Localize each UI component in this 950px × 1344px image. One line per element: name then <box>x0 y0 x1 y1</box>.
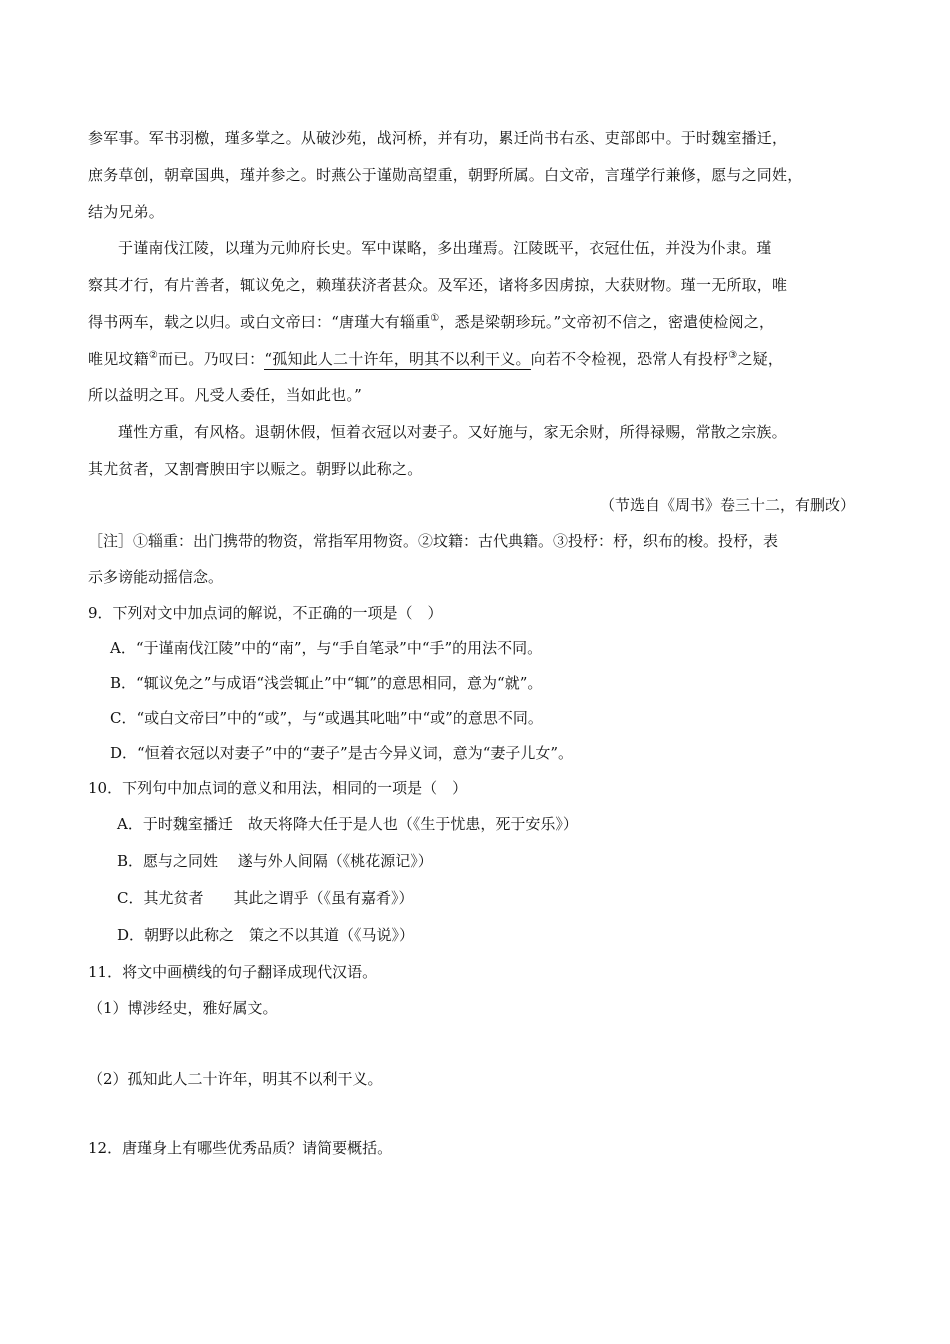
passage-source: （节选自《周书》卷三十二，有删改） <box>599 496 855 514</box>
passage-line: 瑾性方重，有风格。退朝休假，恒着衣冠以对妻子。又好施与，家无余财，所得禄赐，常散之宗族。 <box>118 423 787 441</box>
passage-line: 结为兄弟。 <box>88 203 165 221</box>
passage-text: 而已。乃叹曰： <box>157 350 265 368</box>
q9-option-c[interactable]: C．“或白文帝曰”中的“或”，与“或遇其叱咄”中“或”的意思不同。 <box>110 709 543 727</box>
q11-subquestion-1: （1）博涉经史，雅好属文。 <box>88 999 278 1017</box>
q10-option-b[interactable]: B．愿与之同姓 遂与外人间隔（《桃花源记》） <box>117 852 433 870</box>
note-line: ［注］①辎重：出门携带的物资，常指军用物资。②坟籍：古代典籍。③投杼：杼，织布的梭。投杼，表 <box>88 532 779 550</box>
q10-option-d[interactable]: D．朝野以此称之 策之不以其道（《马说》） <box>117 926 415 944</box>
note-line: 示多谤能动摇信念。 <box>88 568 224 586</box>
passage-text: 得书两车，载之以归。或白文帝曰：“唐瑾大有辎重 <box>88 313 431 331</box>
passage-line: 其尤贫者，又割膏腴田宇以赈之。朝野以此称之。 <box>88 460 423 478</box>
passage-line: 庶务草创，朝章国典，瑾并参之。时燕公于谨勋高望重，朝野所属。白文帝，言瑾学行兼修，愿与之同姓， <box>88 166 803 184</box>
underlined-sentence: “孤知此人二十许年，明其不以利干义。 <box>264 350 531 368</box>
passage-text: 之疑， <box>737 350 784 368</box>
q11-subquestion-2: （2）孤知此人二十许年，明其不以利干义。 <box>88 1070 383 1088</box>
question-12-stem: 12．唐瑾身上有哪些优秀品质？请简要概括。 <box>88 1139 393 1157</box>
q9-option-d[interactable]: D．“恒着衣冠以对妻子”中的“妻子”是古今异义词，意为“妻子儿女”。 <box>110 744 574 762</box>
q9-option-b[interactable]: B．“辄议免之”与成语“浅尝辄止”中“辄”的意思相同，意为“就”。 <box>110 674 543 692</box>
q10-option-a[interactable]: A．于时魏室播迁 故天将降大任于是人也（《生于忧患，死于安乐》） <box>117 815 578 833</box>
footnote-marker: ② <box>148 350 158 361</box>
question-11-stem: 11．将文中画横线的句子翻译成现代汉语。 <box>88 963 378 981</box>
passage-line: 参军事。军书羽檄，瑾多掌之。从破沙苑，战河桥，并有功，累迁尚书右丞、吏部郎中。于时魏室播迁， <box>88 129 788 147</box>
passage-line: 察其才行，有片善者，辄议免之，赖瑾获济者甚众。及军还，诸将多因虏掠，大获财物。瑾一无所取，唯 <box>88 276 788 294</box>
passage-text: 唯见坟籍 <box>88 350 149 368</box>
q10-option-c[interactable]: C．其尤贫者 其此之谓乎（《虽有嘉肴》） <box>117 889 414 907</box>
question-10-stem: 10．下列句中加点词的意义和用法，相同的一项是（ ） <box>88 779 468 797</box>
passage-line: 于谨南伐江陵，以瑾为元帅府长史。军中谋略，多出瑾焉。江陵既平，衣冠仕伍，并没为仆隶。瑾 <box>118 239 772 257</box>
passage-text: 向若不令检视，恐常人有投杼 <box>530 350 729 368</box>
passage-line <box>88 348 783 370</box>
q9-option-a[interactable]: A．“于谨南伐江陵”中的“南”，与“手自笔录”中“手”的用法不同。 <box>110 639 543 657</box>
footnote-marker: ① <box>430 313 440 324</box>
passage-line <box>88 311 774 333</box>
passage-text: ，悉是梁朝珍玩。”文帝初不信之，密遣使检阅之， <box>439 313 775 331</box>
footnote-marker: ③ <box>728 350 738 361</box>
passage-line: 所以益明之耳。凡受人委任，当如此也。” <box>88 386 362 404</box>
question-9-stem: 9．下列对文中加点词的解说，不正确的一项是（ ） <box>88 604 443 622</box>
